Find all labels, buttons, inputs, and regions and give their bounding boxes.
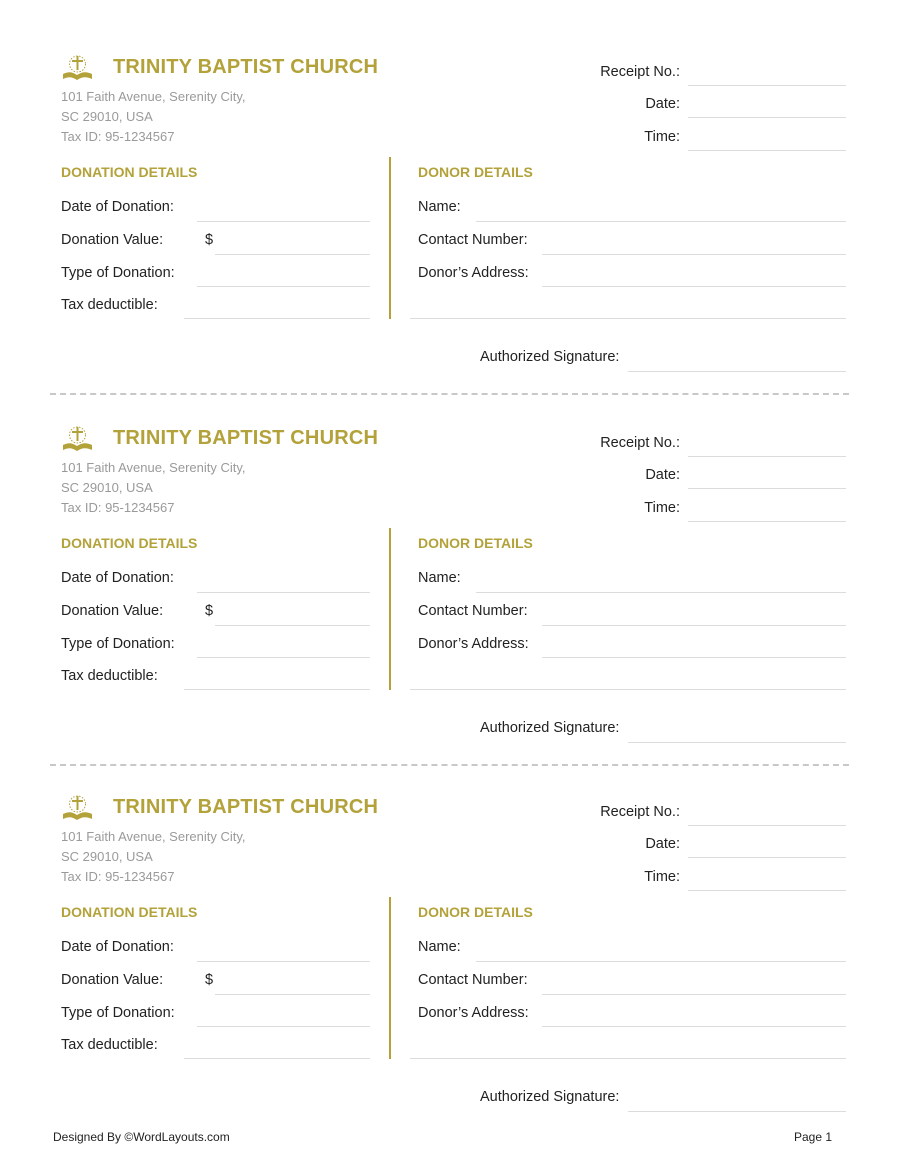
donor-name-label: Name: (418, 939, 461, 955)
donation-value-field[interactable] (215, 994, 370, 995)
donor-address-field[interactable] (542, 657, 846, 658)
date-of-donation-label: Date of Donation: (61, 939, 174, 955)
donor-address-label: Donor’s Address: (418, 636, 529, 652)
donation-value-label: Donation Value: (61, 232, 164, 248)
time-field[interactable] (688, 890, 846, 891)
section-divider (389, 528, 391, 690)
tax-deductible-label: Tax deductible: (61, 1037, 158, 1053)
donation-receipt (0, 740, 900, 1111)
donor-address-label: Donor’s Address: (418, 265, 529, 281)
donation-details-heading: DONATION DETAILS (61, 164, 198, 180)
church-address-line1: 101 Faith Avenue, Serenity City, (61, 829, 246, 844)
date-field[interactable] (688, 488, 846, 489)
donor-name-label: Name: (418, 570, 461, 586)
church-address-line2: SC 29010, USA (61, 849, 153, 864)
church-logo-icon (61, 54, 94, 81)
type-of-donation-field[interactable] (197, 286, 370, 287)
time-label: Time: (644, 129, 680, 145)
donor-details-heading: DONOR DETAILS (418, 164, 533, 180)
church-name: TRINITY BAPTIST CHURCH (113, 427, 379, 449)
donor-name-field[interactable] (476, 961, 846, 962)
receipt-no-field[interactable] (688, 456, 846, 457)
authorized-signature-label: Authorized Signature: (480, 1089, 620, 1105)
time-field[interactable] (688, 521, 846, 522)
church-name: TRINITY BAPTIST CHURCH (113, 56, 379, 78)
date-of-donation-field[interactable] (197, 961, 370, 962)
contact-number-field[interactable] (542, 625, 846, 626)
contact-number-label: Contact Number: (418, 972, 528, 988)
donation-value-label: Donation Value: (61, 972, 164, 988)
date-of-donation-field[interactable] (197, 592, 370, 593)
tax-deductible-field[interactable] (184, 318, 370, 319)
church-address-line2: SC 29010, USA (61, 480, 153, 495)
donation-receipt (0, 371, 900, 742)
donation-value-field[interactable] (215, 625, 370, 626)
donor-address-field-line2[interactable] (410, 1058, 846, 1059)
donor-name-label: Name: (418, 199, 461, 215)
donor-name-field[interactable] (476, 592, 846, 593)
authorized-signature-label: Authorized Signature: (480, 720, 620, 736)
tax-deductible-field[interactable] (184, 689, 370, 690)
date-label: Date: (645, 836, 680, 852)
footer-credit: Designed By ©WordLayouts.com (53, 1130, 230, 1144)
donor-details-heading: DONOR DETAILS (418, 535, 533, 551)
donor-address-field-line2[interactable] (410, 318, 846, 319)
donor-address-field[interactable] (542, 286, 846, 287)
section-divider (389, 897, 391, 1059)
tax-deductible-label: Tax deductible: (61, 297, 158, 313)
tax-deductible-field[interactable] (184, 1058, 370, 1059)
donor-address-field[interactable] (542, 1026, 846, 1027)
authorized-signature-field[interactable] (628, 1111, 846, 1112)
receipt-no-field[interactable] (688, 825, 846, 826)
date-label: Date: (645, 96, 680, 112)
contact-number-field[interactable] (542, 254, 846, 255)
donation-details-heading: DONATION DETAILS (61, 535, 198, 551)
type-of-donation-field[interactable] (197, 1026, 370, 1027)
receipt-no-field[interactable] (688, 85, 846, 86)
time-label: Time: (644, 869, 680, 885)
contact-number-label: Contact Number: (418, 232, 528, 248)
church-logo-icon (61, 794, 94, 821)
page-number: Page 1 (794, 1130, 833, 1144)
currency-symbol: $ (205, 972, 214, 988)
currency-symbol: $ (205, 232, 214, 248)
receipt-no-label: Receipt No.: (600, 64, 680, 80)
type-of-donation-label: Type of Donation: (61, 636, 175, 652)
time-label: Time: (644, 500, 680, 516)
donation-receipt (0, 0, 900, 371)
type-of-donation-label: Type of Donation: (61, 265, 175, 281)
church-tax-id: Tax ID: 95-1234567 (61, 500, 175, 515)
type-of-donation-label: Type of Donation: (61, 1005, 175, 1021)
donor-address-field-line2[interactable] (410, 689, 846, 690)
church-address-line1: 101 Faith Avenue, Serenity City, (61, 89, 246, 104)
donor-name-field[interactable] (476, 221, 846, 222)
donation-details-heading: DONATION DETAILS (61, 904, 198, 920)
donation-value-field[interactable] (215, 254, 370, 255)
date-of-donation-field[interactable] (197, 221, 370, 222)
date-of-donation-label: Date of Donation: (61, 570, 174, 586)
type-of-donation-field[interactable] (197, 657, 370, 658)
tax-deductible-label: Tax deductible: (61, 668, 158, 684)
donor-address-label: Donor’s Address: (418, 1005, 529, 1021)
authorized-signature-label: Authorized Signature: (480, 349, 620, 365)
receipt-no-label: Receipt No.: (600, 804, 680, 820)
date-label: Date: (645, 467, 680, 483)
contact-number-field[interactable] (542, 994, 846, 995)
church-name: TRINITY BAPTIST CHURCH (113, 796, 379, 818)
section-divider (389, 157, 391, 319)
church-address-line1: 101 Faith Avenue, Serenity City, (61, 460, 246, 475)
church-tax-id: Tax ID: 95-1234567 (61, 129, 175, 144)
donation-value-label: Donation Value: (61, 603, 164, 619)
church-tax-id: Tax ID: 95-1234567 (61, 869, 175, 884)
time-field[interactable] (688, 150, 846, 151)
donor-details-heading: DONOR DETAILS (418, 904, 533, 920)
date-field[interactable] (688, 857, 846, 858)
date-of-donation-label: Date of Donation: (61, 199, 174, 215)
date-field[interactable] (688, 117, 846, 118)
contact-number-label: Contact Number: (418, 603, 528, 619)
receipt-no-label: Receipt No.: (600, 435, 680, 451)
church-address-line2: SC 29010, USA (61, 109, 153, 124)
church-logo-icon (61, 425, 94, 452)
currency-symbol: $ (205, 603, 214, 619)
